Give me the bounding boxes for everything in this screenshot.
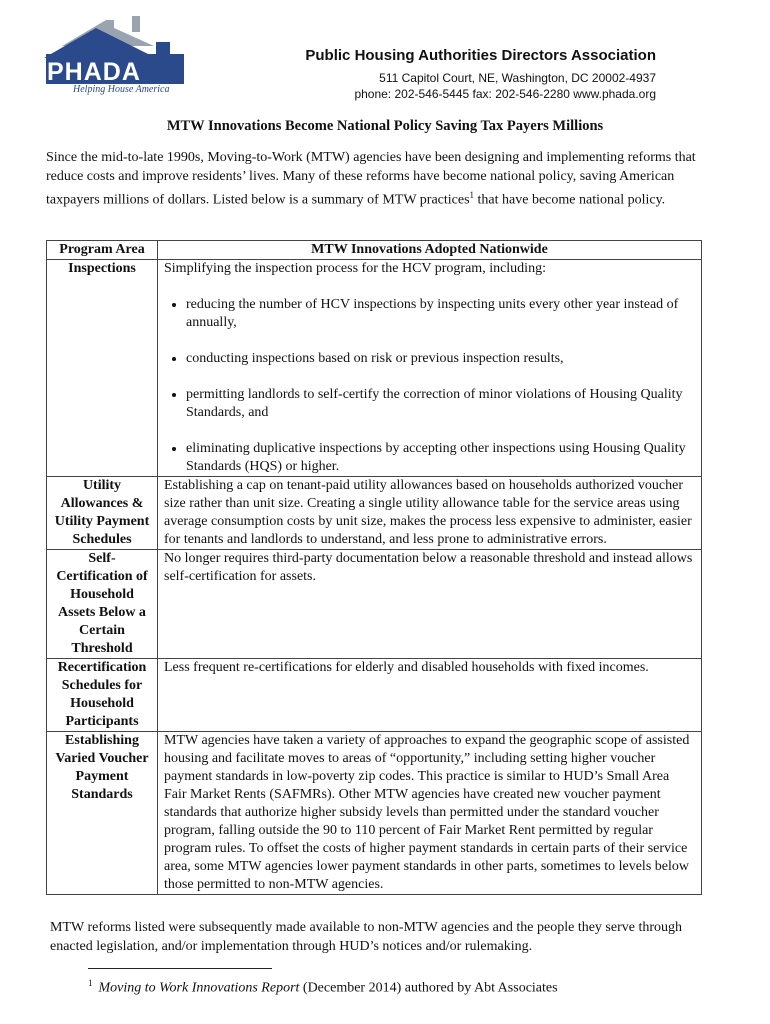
list-item: • permitting landlords to self-certify the correction of minor violations of Housing Quality Standards, and bbox=[186, 386, 695, 422]
innovation-cell: MTW agencies have taken a variety of approaches to expand the geographic scope of assisted housing and facilitate moves to areas of “opportunity,” including setting higher voucher payment standards in low-poverty zip codes. This practice is similar to HUD’s Small Area Fair Market Rents (SAFMRs). Other MTW agencies have created new voucher payment standards that authorize higher subsidy levels than permitted under the standard voucher program, falling outside the 90 to 110 percent of Fair Market Rent permitted by regular program rules. To offset the costs of higher payment standards in certain parts of their service area, some MTW agencies lower payment standards in other parts, sometimes to levels below those permitted to non-MTW agencies. bbox=[158, 732, 702, 895]
footnote-mark: 1 bbox=[88, 978, 93, 988]
innovation-cell bbox=[158, 260, 702, 477]
intro-text: Since the mid-to-late 1990s, Moving-to-Work (MTW) agencies have been designing and implementing reforms that reduce costs and improve residents’ lives. Many of these reforms have become national policy, saving American taxpayers millions of dollars. Listed below is a summary of MTW practices bbox=[46, 150, 696, 208]
footnote bbox=[88, 978, 558, 997]
innovation-cell: Less frequent re-certifications for elderly and disabled households with fixed incomes. bbox=[158, 659, 702, 732]
intro-paragraph bbox=[46, 148, 726, 210]
program-area-cell: Establishing Varied Voucher Payment Standards bbox=[47, 732, 158, 895]
header-innovations: MTW Innovations Adopted Nationwide bbox=[158, 241, 702, 260]
page-title: MTW Innovations Become National Policy Saving Tax Payers Millions bbox=[166, 118, 604, 134]
intro-text-end: that have become national policy. bbox=[474, 192, 666, 208]
inspection-lead: Simplifying the inspection process for the HCV program, including: bbox=[164, 261, 546, 276]
program-area-cell: Recertification Schedules for Household Participants bbox=[47, 659, 158, 732]
list-item: • reducing the number of HCV inspections by inspecting units every other year instead of annually, bbox=[186, 296, 695, 332]
inspection-bullets bbox=[164, 296, 695, 476]
footnote-rest: (December 2014) authored by Abt Associates bbox=[299, 980, 558, 996]
logo-tagline: Helping House America bbox=[73, 84, 170, 95]
header-program-area: Program Area bbox=[47, 241, 158, 260]
closing-paragraph: MTW reforms listed were subsequently made available to non-MTW agencies and the people they serve through enacted legislation, and/or implementation through HUD’s notices and/or rulemaking. bbox=[50, 920, 683, 954]
program-area-cell: Self-Certification of Household Assets Below a Certain Threshold bbox=[47, 550, 158, 659]
table-header-row bbox=[47, 241, 702, 260]
program-area-cell: Inspections bbox=[47, 260, 158, 477]
program-area-cell: Utility Allowances & Utility Payment Schedules bbox=[47, 477, 158, 550]
innovation-cell: No longer requires third-party documentation below a reasonable threshold and instead allows self-certification for assets. bbox=[158, 550, 702, 659]
footnote-title: Moving to Work Innovations Report bbox=[98, 980, 300, 996]
table-row bbox=[47, 659, 702, 732]
footnote-ref: 1 bbox=[469, 190, 475, 200]
org-address: 511 Capitol Court, NE, Washington, DC 20002-4937 bbox=[379, 71, 656, 85]
list-item: • conducting inspections based on risk or previous inspection results, bbox=[186, 350, 695, 368]
footnote-divider bbox=[88, 968, 272, 969]
innovations-table bbox=[46, 240, 702, 895]
table-row bbox=[47, 477, 702, 550]
org-contact: phone: 202-546-5445 fax: 202-546-2280 www.phada.org bbox=[354, 87, 656, 101]
table-row bbox=[47, 260, 702, 477]
table-row bbox=[47, 732, 702, 895]
table-row bbox=[47, 550, 702, 659]
org-name: Public Housing Authorities Directors Association bbox=[305, 47, 656, 64]
list-item: • eliminating duplicative inspections by accepting other inspections using Housing Quality Standards (HQS) or higher. bbox=[186, 440, 695, 476]
org-header bbox=[305, 46, 656, 102]
innovation-cell: Establishing a cap on tenant-paid utility allowances based on households authorized voucher size rather than unit size. Creating a single utility allowance table for the service areas using average consumption costs by unit size, makes the process less expensive to administer, easier for tenants and landlords to understand, and less prone to administrative errors. bbox=[158, 477, 702, 550]
logo-wordmark: PHADA bbox=[47, 58, 141, 86]
